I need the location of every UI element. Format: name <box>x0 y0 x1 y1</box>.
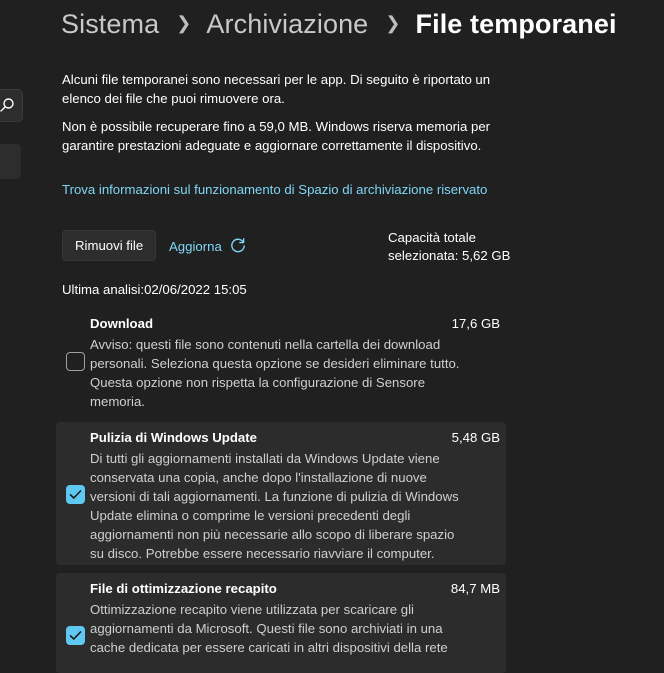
item-title: File di ottimizzazione recapito <box>90 581 277 596</box>
delivery-optimization-checkbox[interactable] <box>66 626 85 645</box>
list-item-download[interactable] <box>56 308 506 412</box>
breadcrumb-item-archiviazione[interactable]: Archiviazione <box>206 8 369 39</box>
refresh-label: Aggiorna <box>169 238 222 254</box>
checkmark-icon <box>69 630 82 641</box>
total-selected-capacity <box>388 229 510 265</box>
sidebar-search-box[interactable] <box>0 89 23 122</box>
sidebar-item-selected[interactable] <box>0 144 21 179</box>
item-description: Ottimizzazione recapito viene utilizzata per scaricare gli aggiornamenti da Microsoft. Questi file sono archiviati in una cache dedicata per essere caricati in altri dispositivi della rete <box>90 602 448 655</box>
refresh-button[interactable] <box>169 236 247 256</box>
list-item-windows-update-cleanup[interactable] <box>56 422 506 565</box>
checkmark-icon <box>69 489 82 500</box>
page-title: File temporanei <box>415 8 617 39</box>
breadcrumb <box>61 6 617 42</box>
item-description: Di tutti gli aggiornamenti installati da Windows Update viene conservata una copia, anche dopo l'installazione di nuove versioni di tali aggiornamenti. La funzione di pulizia di Windows Update elimina o comprime le versioni precedenti degli aggiornamenti non più necessarie allo scopo di liberare spazio su disco. Potrebbe essere necessario riavviare il computer. <box>90 451 459 561</box>
intro-paragraph-1: Alcuni file temporanei sono necessari per le app. Di seguito è riportato un elenco dei file che puoi rimuovere ora. <box>62 72 491 106</box>
capacity-value: selezionata: 5,62 GB <box>388 248 511 263</box>
item-size: 84,7 MB <box>450 581 500 596</box>
chevron-right-icon: ❯ <box>176 12 192 33</box>
item-title: Download <box>90 316 154 331</box>
windows-update-checkbox[interactable] <box>66 485 85 504</box>
search-icon <box>0 97 15 113</box>
last-scan-timestamp: Ultima analisi:02/06/2022 15:05 <box>62 282 247 297</box>
chevron-right-icon: ❯ <box>385 12 401 33</box>
remove-files-button[interactable]: Rimuovi file <box>62 230 156 261</box>
capacity-label: Capacità totale <box>388 230 476 245</box>
reserved-storage-link[interactable]: Trova informazioni sul funzionamento di Spazio di archiviazione riservato <box>62 182 488 197</box>
item-size: 5,48 GB <box>451 430 500 445</box>
item-size: 17,6 GB <box>451 316 500 331</box>
download-checkbox[interactable] <box>66 352 85 371</box>
refresh-icon <box>229 237 247 255</box>
item-description: Avviso: questi file sono contenuti nella cartella dei download personali. Seleziona questa opzione se desideri eliminare tutto. Questa opzione non rispetta la configurazione di Sensore memoria. <box>90 337 460 409</box>
breadcrumb-item-sistema[interactable]: Sistema <box>61 8 160 39</box>
item-title: Pulizia di Windows Update <box>90 430 257 445</box>
intro-paragraph-2: Non è possibile recuperare fino a 59,0 MB. Windows riserva memoria per garantire prestazioni adeguate e aggiornare correttamente il dispositivo. <box>62 119 491 153</box>
list-item-delivery-optimization[interactable] <box>56 573 506 673</box>
